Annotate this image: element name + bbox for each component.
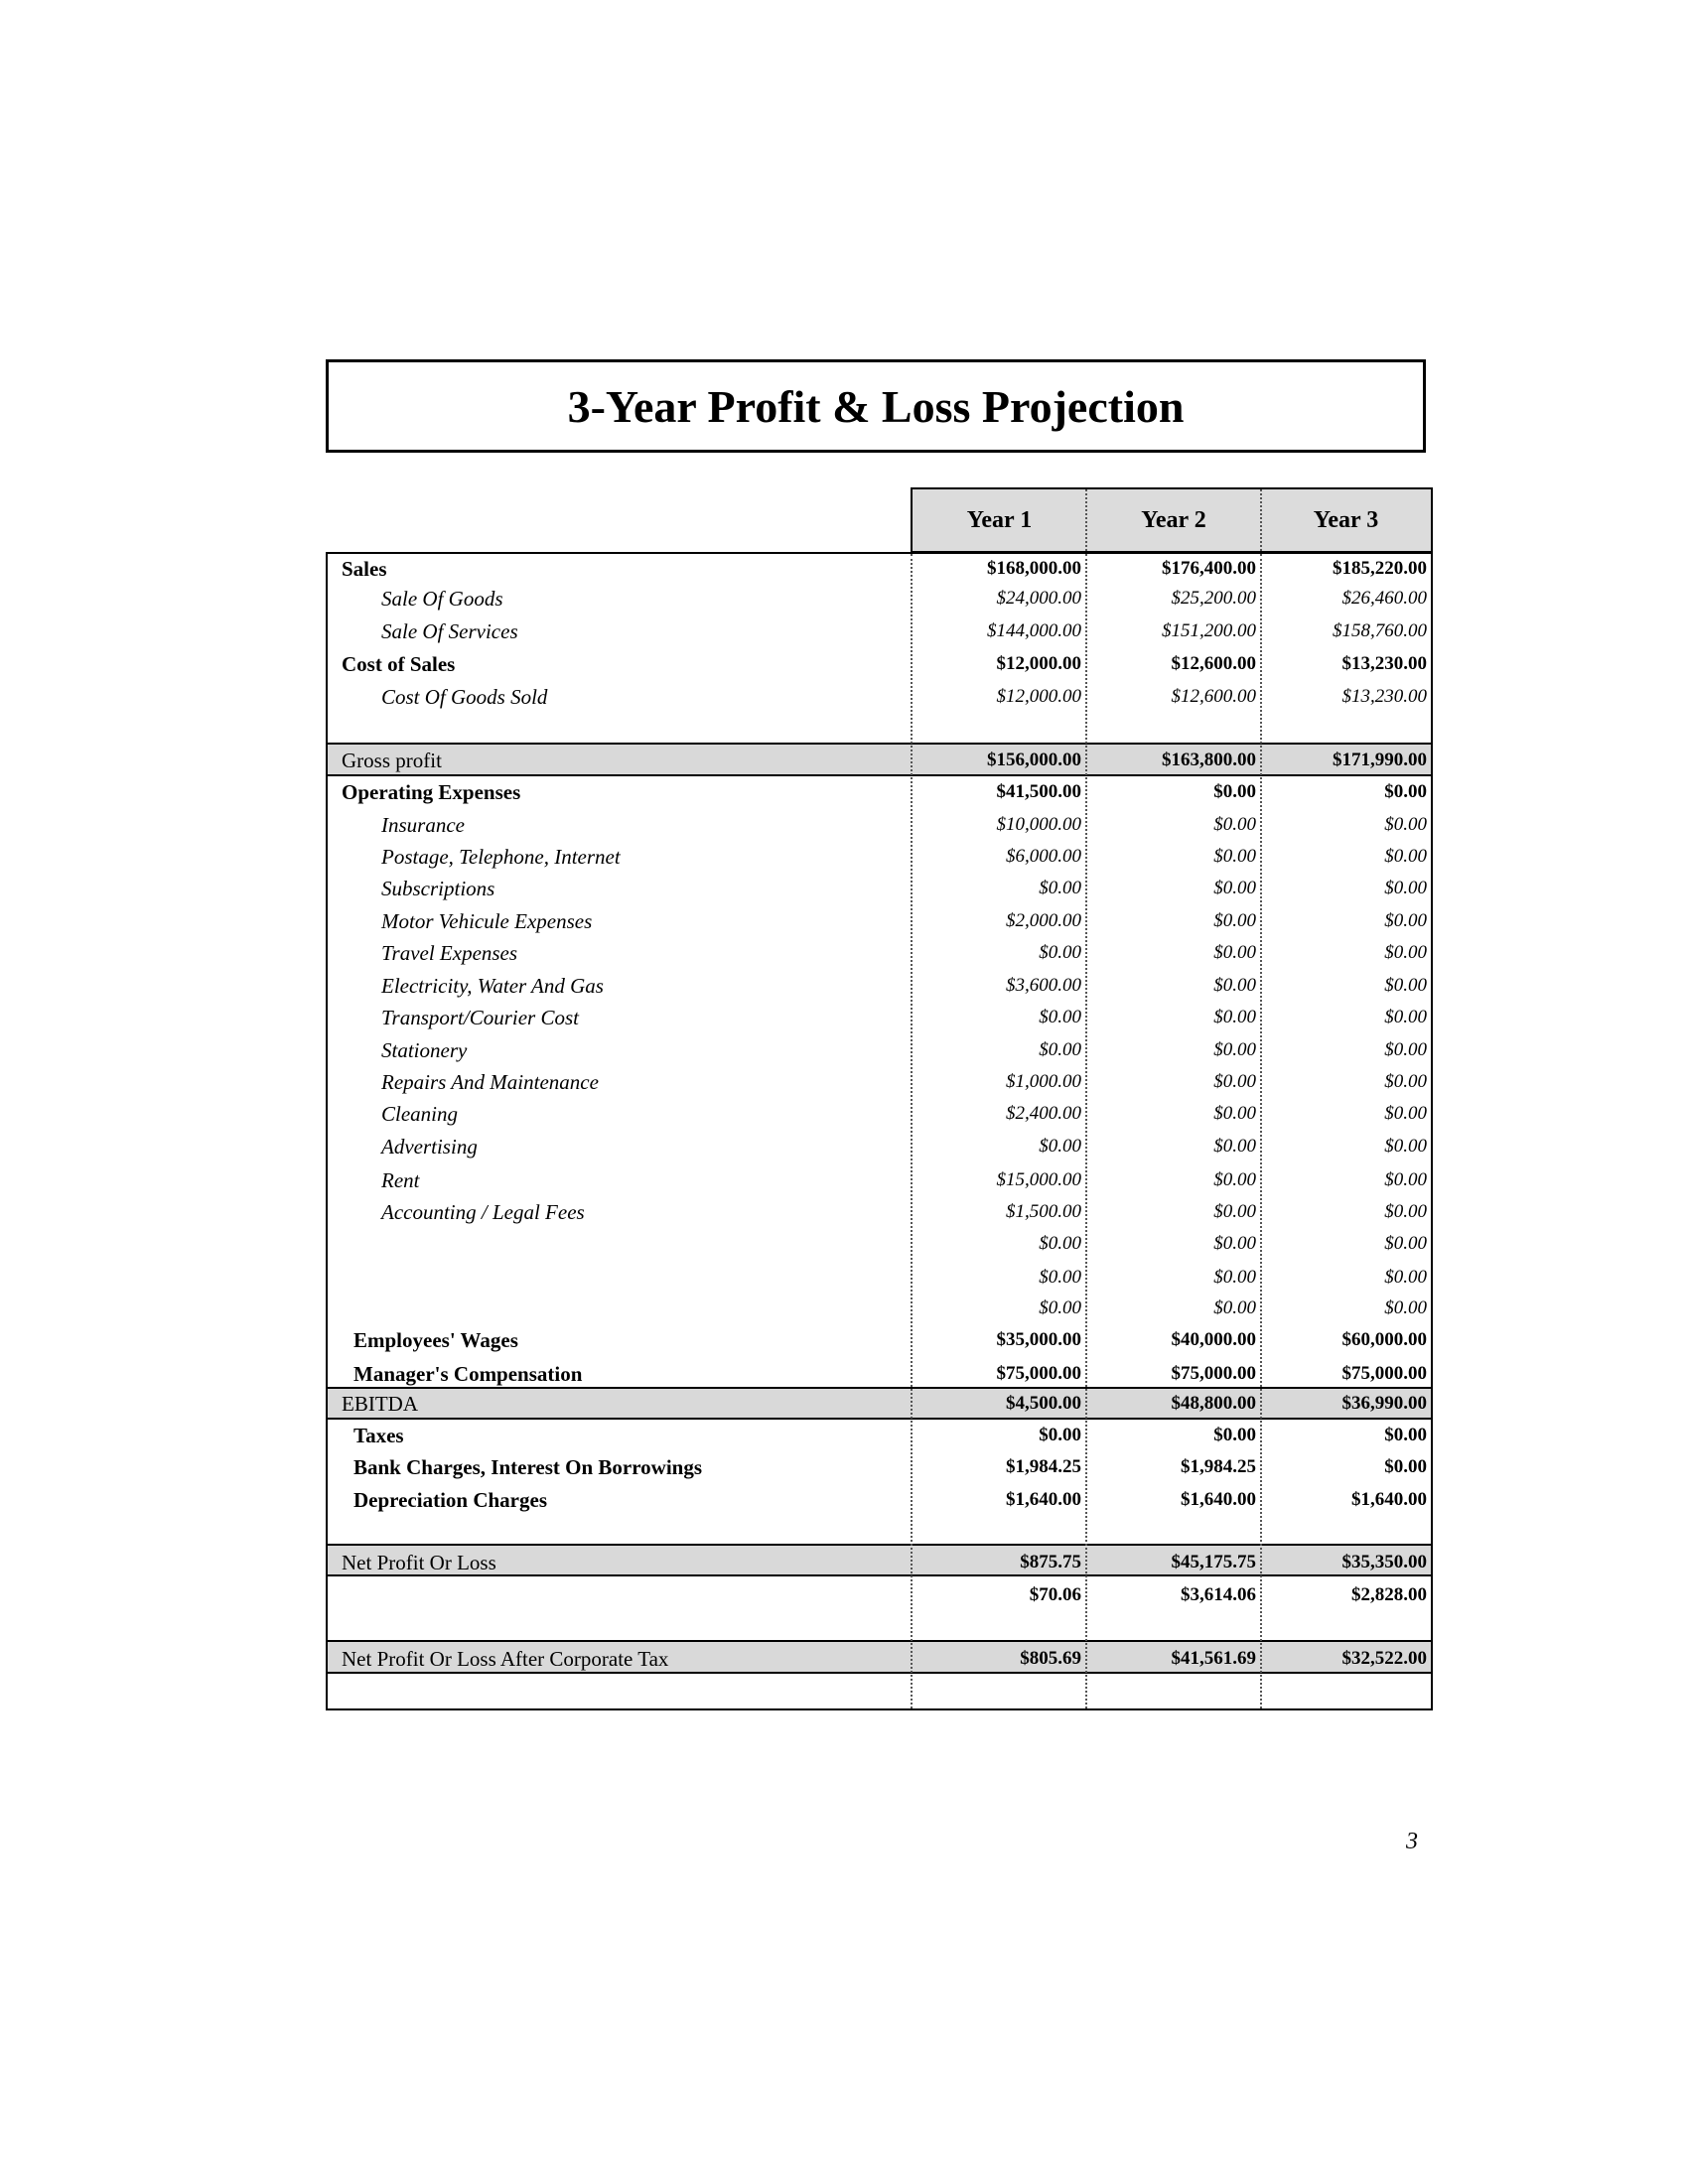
year-3-value: $0.00 [1384,1071,1427,1092]
row-label: Rent [381,1168,420,1192]
table-row [328,1067,1431,1097]
year-2-value: $1,984.25 [1181,1456,1256,1477]
year-2-value: $0.00 [1213,846,1256,867]
year-1-value: $1,984.25 [1006,1456,1081,1477]
year-1-value: $0.00 [1039,1039,1081,1060]
row-label: Transport/Courier Cost [381,1006,579,1029]
row-label: Net Profit Or Loss [342,1551,496,1574]
year-1-value: $41,500.00 [996,781,1081,802]
year-3-value: $0.00 [1384,878,1427,898]
row-label: Cost Of Goods Sold [381,685,548,709]
table-row [328,649,1431,679]
year-2-value: $0.00 [1213,1267,1256,1288]
year-1-value: $24,000.00 [996,588,1081,609]
year-3-value: $171,990.00 [1333,750,1427,770]
year-1-value: $168,000.00 [987,558,1081,579]
table-row [328,1165,1431,1195]
row-label: Employees' Wages [353,1328,518,1352]
table-row [328,1132,1431,1161]
row-label: Electricity, Water And Gas [381,974,604,998]
year-2-value: $25,200.00 [1171,588,1256,609]
row-label: Net Profit Or Loss After Corporate Tax [342,1647,669,1671]
row-label: Insurance [381,813,465,837]
year-2-value: $0.00 [1213,1201,1256,1222]
year-2-value: $0.00 [1213,1039,1256,1060]
year-1-value: $3,600.00 [1006,975,1081,996]
year-3-value: $158,760.00 [1333,620,1427,641]
row-label: Accounting / Legal Fees [381,1200,585,1224]
year-2-value: $75,000.00 [1171,1363,1256,1384]
row-label: Depreciation Charges [353,1488,547,1512]
year-2-value: $0.00 [1213,781,1256,802]
year-1-header: Year 1 [966,506,1033,533]
table-row [328,1325,1431,1355]
row-label: EBITDA [342,1392,418,1416]
table-row [328,874,1431,903]
year-2-value: $0.00 [1213,1425,1256,1445]
year-1-value: $15,000.00 [996,1169,1081,1190]
table-row [328,1359,1431,1389]
row-label: Subscriptions [381,877,495,900]
year-1-value: $156,000.00 [987,750,1081,770]
row-label: Stationery [381,1038,468,1062]
year-1-value: $0.00 [1039,1425,1081,1445]
year-2-value: $0.00 [1213,910,1256,931]
table-row [328,1421,1431,1450]
year-3-value: $0.00 [1384,910,1427,931]
row-label: Travel Expenses [381,941,518,965]
year-3-value: $13,230.00 [1341,686,1427,707]
year-1-value: $0.00 [1039,942,1081,963]
year-2-header: Year 2 [1141,506,1206,533]
year-1-value: $144,000.00 [987,620,1081,641]
year-1-value: $4,500.00 [1006,1393,1081,1414]
year-1-value: $6,000.00 [1006,846,1081,867]
table-row [328,810,1431,840]
year-3-value: $0.00 [1384,975,1427,996]
year-2-value: $45,175.75 [1171,1552,1256,1572]
table-row [328,746,1431,775]
year-1-value: $12,000.00 [996,653,1081,674]
table-row [328,616,1431,646]
row-label: Bank Charges, Interest On Borrowings [353,1455,703,1479]
year-1-value: $35,000.00 [996,1329,1081,1350]
row-label: Advertising [381,1135,478,1159]
year-1-value: $1,000.00 [1006,1071,1081,1092]
year-3-value: $0.00 [1384,1136,1427,1157]
year-3-value: $0.00 [1384,846,1427,867]
year-3-value: $0.00 [1384,814,1427,835]
table-row [328,1197,1431,1227]
year-3-value: $0.00 [1384,1456,1427,1477]
row-label: Gross profit [342,749,442,772]
row-label: Motor Vehicule Expenses [381,909,593,933]
year-2-value: $0.00 [1213,1007,1256,1027]
row-label: Sale Of Goods [381,587,503,611]
row-label: Sales [342,557,387,581]
table-row [328,1452,1431,1482]
table-row [328,1294,1431,1323]
year-2-value: $176,400.00 [1162,558,1256,579]
year-1-value: $10,000.00 [996,814,1081,835]
year-1-value: $0.00 [1039,1136,1081,1157]
year-2-value: $0.00 [1213,878,1256,898]
column-divider [1260,489,1262,551]
year-2-value: $41,561.69 [1171,1648,1256,1669]
year-2-value: $40,000.00 [1171,1329,1256,1350]
table-row [328,554,1431,584]
year-3-value: $0.00 [1384,1201,1427,1222]
year-2-value: $0.00 [1213,814,1256,835]
table-row [328,1229,1431,1259]
table-row [328,1485,1431,1515]
year-1-value: $0.00 [1039,1297,1081,1318]
year-3-value: $0.00 [1384,1425,1427,1445]
table-row [328,1548,1431,1577]
year-2-value: $0.00 [1213,1169,1256,1190]
year-1-value: $12,000.00 [996,686,1081,707]
table-row [328,1035,1431,1065]
year-3-value: $0.00 [1384,781,1427,802]
year-2-value: $0.00 [1213,942,1256,963]
year-2-value: $0.00 [1213,1297,1256,1318]
table-row [328,1003,1431,1032]
year-1-value: $75,000.00 [996,1363,1081,1384]
row-label: Cost of Sales [342,652,456,676]
year-1-value: $1,500.00 [1006,1201,1081,1222]
year-1-value: $0.00 [1039,878,1081,898]
row-label: Operating Expenses [342,780,521,804]
year-3-value: $60,000.00 [1341,1329,1427,1350]
year-3-value: $0.00 [1384,1103,1427,1124]
year-1-value: $805.69 [1020,1648,1081,1669]
year-3-value: $185,220.00 [1333,558,1427,579]
year-3-value: $13,230.00 [1341,653,1427,674]
year-3-value: $35,350.00 [1341,1552,1427,1572]
year-1-value: $2,000.00 [1006,910,1081,931]
year-3-value: $0.00 [1384,1267,1427,1288]
year-3-value: $0.00 [1384,1297,1427,1318]
year-3-value: $0.00 [1384,1039,1427,1060]
page-number: 3 [1406,1829,1418,1854]
table-row [328,1389,1431,1419]
table-row [328,682,1431,712]
row-label: Taxes [353,1424,404,1447]
year-2-value: $0.00 [1213,1071,1256,1092]
year-2-value: $0.00 [1213,975,1256,996]
table-row [328,906,1431,936]
table-row [328,1099,1431,1129]
table-row [328,842,1431,872]
table-row [328,938,1431,968]
row-label: Repairs And Maintenance [381,1070,599,1094]
year-2-value: $48,800.00 [1171,1393,1256,1414]
year-3-value: $36,990.00 [1341,1393,1427,1414]
year-2-value: $12,600.00 [1171,653,1256,674]
year-1-value: $0.00 [1039,1233,1081,1254]
year-1-value: $2,400.00 [1006,1103,1081,1124]
year-1-value: $875.75 [1020,1552,1081,1572]
year-3-value: $0.00 [1384,1007,1427,1027]
year-2-value: $12,600.00 [1171,686,1256,707]
year-3-value: $0.00 [1384,942,1427,963]
year-3-header: Year 3 [1313,506,1379,533]
year-2-value: $0.00 [1213,1233,1256,1254]
table-row [328,584,1431,614]
year-2-value: $0.00 [1213,1103,1256,1124]
table-row [328,1580,1431,1610]
year-3-value: $32,522.00 [1341,1648,1427,1669]
year-3-value: $2,828.00 [1351,1584,1427,1605]
row-label: Sale Of Services [381,619,518,643]
year-2-value: $3,614.06 [1181,1584,1256,1605]
row-label: Manager's Compensation [353,1362,583,1386]
year-3-value: $26,460.00 [1341,588,1427,609]
table-row [328,1644,1431,1674]
year-2-value: $151,200.00 [1162,620,1256,641]
year-1-value: $70.06 [1029,1584,1081,1605]
year-header [911,487,1433,553]
column-divider [1085,489,1087,551]
table-row [328,777,1431,807]
page-title: 3-Year Profit & Loss Projection [326,359,1426,453]
year-2-value: $0.00 [1213,1136,1256,1157]
year-1-value: $0.00 [1039,1267,1081,1288]
year-3-value: $0.00 [1384,1233,1427,1254]
year-3-value: $75,000.00 [1341,1363,1427,1384]
row-label: Cleaning [381,1102,458,1126]
year-3-value: $1,640.00 [1351,1489,1427,1510]
row-label: Postage, Telephone, Internet [381,845,621,869]
profit-loss-table [326,552,1433,1710]
table-row [328,1263,1431,1293]
year-2-value: $1,640.00 [1181,1489,1256,1510]
year-1-value: $0.00 [1039,1007,1081,1027]
year-3-value: $0.00 [1384,1169,1427,1190]
year-2-value: $163,800.00 [1162,750,1256,770]
year-1-value: $1,640.00 [1006,1489,1081,1510]
table-row [328,971,1431,1001]
